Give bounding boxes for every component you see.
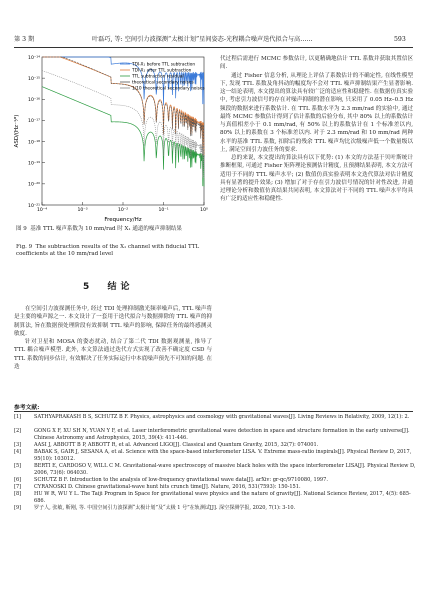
header-rule xyxy=(14,47,413,48)
y-tick-label: 10⁻¹⁷ xyxy=(28,119,40,125)
conclusion-paragraph-2: 针对卫星和 MOSA 的姿态扰动, 结合了第二代 TDI 数据观测量, 推导了 TTL 耦合噪声模型. 此外, 本文算法通过迭代方式实现了改善不确定度 CSD 与 TTL 系数的同步估计, 有效解决了任务实际运行中本底噪声预先不可知的问题. 在迭 xyxy=(14,339,212,370)
reference-number: [2] xyxy=(14,428,22,434)
reference-number: [3] xyxy=(14,442,22,448)
journal-issue: 第 3 期 xyxy=(14,36,35,43)
reference-number: [6] xyxy=(14,477,22,483)
legend-label: 1/10 theoretical secondary noises xyxy=(132,86,205,92)
reference-item xyxy=(14,442,413,449)
reference-item xyxy=(14,428,413,442)
x-axis-label: Frequency/Hz xyxy=(104,217,142,223)
references-title: 参考文献: xyxy=(14,405,40,411)
y-tick-label: 10⁻¹⁹ xyxy=(28,161,40,167)
reference-text: BERTI E, CARDOSO V, WILL C M. Gravitational-wave spectroscopy of massive black holes with the space interferometer LISA[J]. Physical Review D, 2006, 73(6): 064030. xyxy=(34,463,416,477)
y-tick-label: 10⁻²¹ xyxy=(28,203,40,209)
reference-number: [4] xyxy=(14,449,22,455)
page-number: 593 xyxy=(394,36,406,43)
y-tick-label: 10⁻¹⁴ xyxy=(28,55,40,61)
reference-text: 罗子人, 张敏, 靳刚, 等. 中国空间引力波探测“太极计划”及“太极 1 号”在轨测试[J]. 深空探测学报, 2020, 7(1): 3-10. xyxy=(34,505,296,511)
reference-text: BABAK S, GAIR J, SESANA A, et al. Science with the space-based interferometer LISA. V. Extreme mass-ratio inspirals[J]. Physical Review D, 2017, 95(10): 103012. xyxy=(34,449,412,463)
right-column-text xyxy=(220,55,413,204)
left-column-text xyxy=(14,305,212,371)
running-title: 叶磊巧, 等: 空间引力波探测“太极计划”星间姿态-光程耦合噪声迭代拟合与高…… xyxy=(92,36,313,43)
y-axis-label: ASD/(Hz⁻¹⁄²) xyxy=(14,114,20,148)
right-paragraph-2: 通过 Fisher 信息分析, 从理论上评估了系数估计的不确定性, 在线性模型下, 发现 TTL 系数及角抖动的幅度均不会对 TTL 噪声抑制结果产生显著影响. 这一结论表明, 本文提出的算法具有较广泛的适应性和稳健性. 在数据仿真实验中, 考虑引力波信号的存在对噪声抑制的潜在影响, 只采用了 0.05 Hz–0.5 Hz 频段的数据来进行系数估计. 在 TTL 系数水平为 2.3 mm/rad 的实验中, 通过最终 MCMC 参数估计得到了估计系数的后验分布, 其中 80% 以上的系数估计与真值相差小于 0.1 mm/rad, 有 50% 以上的系数估计在 1 个标准差以内, 80% 以上的系数在 3 个标准差以内. 对于 2.3 mm/rad 和 10 mm/rad 两种水平的基准 TTL 系数, 扣除后的残余 TTL 噪声均比次级噪声低一个数量级以上, 满足空间引力波任务的要求. xyxy=(220,72,413,153)
caption-en-text: The subtraction results of the X₁ channel with fiducial TTL coefficients at the 10 mm/rad level xyxy=(16,244,200,258)
x-tick-label: 10⁰ xyxy=(200,208,208,213)
right-paragraph-3: 总的来说, 本文提出的算法具有以下优势: (1) 本文的方法基于贝叶斯统计推断框架, 可通过 Fisher 矩阵理论预测估计精度, 且预测结果表明, 本文方法可适用于不同的 TTL 噪声水平; (2) 数值仿真实验表明本文迭代算法对估计精度具有显著的提升效果; (3) 增加了对于存在引力波信号情况的针对性改进, 并通过理论分析和数值仿真结果共同表明, 本文算法对于不同的 TTL 噪声水平均具有广泛的适应性和稳健性. xyxy=(220,155,413,203)
legend-label: TDI-X₁ after TTL subtraction xyxy=(132,68,192,74)
x-tick-label: 10⁻⁴ xyxy=(36,208,48,213)
reference-text: AASI J, ABBOTT B P, ABBOTT R, et al. Advanced LIGO[J]. Classical and Quantum Gravity, 2015, 32(7): 074001. xyxy=(34,442,319,448)
reference-number: [7] xyxy=(14,484,22,490)
section-title: 结论 xyxy=(107,282,134,292)
asd-chart xyxy=(12,51,210,223)
right-paragraph-1: 代过程后需进行 MCMC 参数估计, 以更精确地估计 TTL 系数并获取其置信区间. xyxy=(220,56,413,71)
reference-item xyxy=(14,414,413,428)
x-tick-label: 10⁻³ xyxy=(77,208,88,213)
reference-item xyxy=(14,491,413,505)
reference-number: [5] xyxy=(14,463,22,469)
figure-9 xyxy=(12,51,210,223)
x-tick-label: 10⁻¹ xyxy=(158,208,169,213)
legend-label: theoretical secondary noises xyxy=(132,80,194,86)
figure-caption-cn xyxy=(16,226,216,233)
section-number: 5 xyxy=(83,282,94,292)
figure-label-cn: 图 9 xyxy=(16,226,27,232)
figure-caption-en xyxy=(16,244,214,259)
curve-residual xyxy=(42,87,204,187)
y-tick-label: 10⁻¹⁶ xyxy=(28,98,40,104)
reference-item xyxy=(14,477,413,484)
reference-number: [8] xyxy=(14,491,22,497)
x-tick-label: 10⁻² xyxy=(117,208,129,213)
reference-text: SCHUTZ B F. Introduction to the analysis of low-frequency gravitational wave data[J]. arXiv: gr-qc/9710080, 1997. xyxy=(34,477,328,483)
reference-item xyxy=(14,484,413,491)
reference-item xyxy=(14,463,416,477)
caption-cn-text: 基准 TTL 噪声系数为 10 mm/rad 时 X₁ 通道的噪声抑制结果 xyxy=(30,226,182,232)
legend-label: TTL subtraction residual xyxy=(132,74,184,80)
reference-text: GONG X F, XU SH N, YUAN Y F, et al. Laser interferometric gravitational wave detection in space and structure formation in the early universe[J]. Chinese Astronomy and Astrophysics, 2015, 39(4): 411-446. xyxy=(34,428,410,442)
reference-number: [9] xyxy=(14,505,22,511)
reference-text: CYRANOSKI D. Chinese gravitational-wave hunt hits crunch time[J]. Nature, 2016, 531(7593): 150-151. xyxy=(34,484,301,490)
legend-label: TDI-X₁ before TTL subtraction xyxy=(132,62,196,68)
section-heading xyxy=(83,279,134,292)
y-tick-label: 10⁻²⁰ xyxy=(28,182,40,188)
figure-label-en: Fig. 9 xyxy=(16,244,33,250)
reference-number: [1] xyxy=(14,414,22,420)
conclusion-paragraph-1: 在空间引力波探测任务中, 经过 TDI 处理抑制激光频率噪声后, TTL 噪声将是主要的噪声源之一. 本文设计了一套用于迭代拟合与数据抑除的 TTL 噪声的抑制算法, 旨在数据预处理阶段有效抑制 TTL 噪声的影响, 保障任务的最终感测灵敏度. xyxy=(14,306,212,337)
x-axis-ticks xyxy=(37,202,208,213)
reference-item xyxy=(14,449,413,463)
reference-item xyxy=(14,505,413,512)
y-tick-label: 10⁻¹⁵ xyxy=(28,76,40,82)
y-axis-ticks xyxy=(28,55,45,209)
reference-text: HU W R, WU Y L. The Taiji Program in Space for gravitational wave physics and the nature of gravity[J]. National Science Review, 2017, 4(5): 685-686. xyxy=(34,491,411,505)
y-tick-label: 10⁻¹⁸ xyxy=(28,140,40,146)
reference-text: SATHYAPRAKASH B S, SCHUTZ B F. Physics, astrophysics and cosmology with gravitational waves[J]. Living Reviews in Relativity, 2009, 12(1): 2. xyxy=(34,414,410,420)
